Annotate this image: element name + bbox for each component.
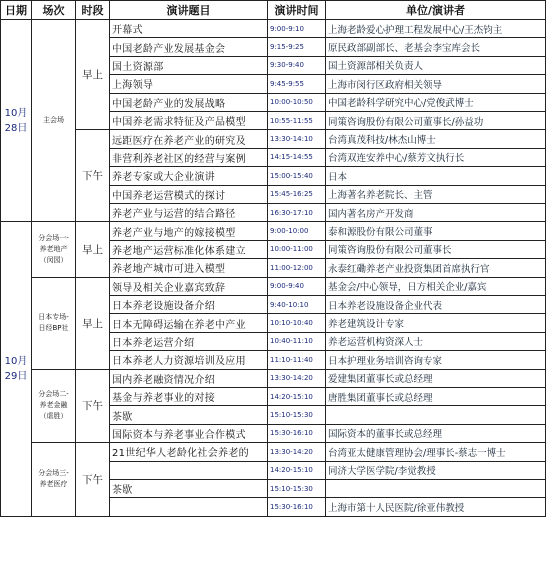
speaker-cell: 国土资源部相关负责人 (326, 57, 546, 75)
speaker-cell: 原民政部副部长、老基会李宝库会长 (326, 38, 546, 56)
topic-cell: 国土资源部 (110, 57, 268, 75)
speaker-cell: 泰和源股份有限公司董事 (326, 222, 546, 240)
speaker-cell: 国内著名房产开发商 (326, 204, 546, 222)
time-cell: 10:40-11:10 (268, 333, 326, 351)
speaker-cell: 爱建集团董事长或总经理 (326, 370, 546, 388)
topic-cell: 养老地产运营标准化体系建立 (110, 241, 268, 259)
period-cell: 下午 (76, 130, 110, 222)
speaker-cell: 台湾亚太健康管理协会/理事长-蔡志一博士 (326, 443, 546, 461)
topic-cell: 开幕式 (110, 20, 268, 38)
period-cell: 下午 (76, 370, 110, 444)
speaker-cell: 日本 (326, 167, 546, 185)
period-cell: 早上 (76, 20, 110, 130)
topic-cell: 日本养老运营介绍 (110, 333, 268, 351)
topic-cell: 养老地产城市可进入模型 (110, 259, 268, 277)
topic-cell: 中国养老运营模式的探讨 (110, 186, 268, 204)
period-cell: 早上 (76, 222, 110, 277)
time-cell: 9:40-10:10 (268, 296, 326, 314)
time-cell: 15:45-16:25 (268, 186, 326, 204)
topic-cell: 基金与养老事业的对接 (110, 388, 268, 406)
topic-cell: 中国老龄产业的发展战略 (110, 94, 268, 112)
topic-cell: 日本养老人力资源培训及应用 (110, 351, 268, 369)
time-cell: 9:30-9:40 (268, 57, 326, 75)
venue-cell: 日本专场-日经BP社 (32, 278, 76, 370)
speaker-cell: 永泰红磡养老产业投资集团首席执行官 (326, 259, 546, 277)
speaker-cell: 中国老龄科学研究中心/党俊武博士 (326, 94, 546, 112)
speaker-cell (326, 406, 546, 424)
topic-cell: 日本养老设施设备介绍 (110, 296, 268, 314)
speaker-cell: 基金会/中心领导，日方相关企业/嘉宾 (326, 278, 546, 296)
time-cell: 10:00-11:00 (268, 241, 326, 259)
header-time: 演讲时间 (268, 0, 326, 20)
speaker-cell: 养老建筑设计专家 (326, 314, 546, 332)
time-cell: 15:30-16:10 (268, 498, 326, 516)
speaker-cell: 上海市第十人民医院/徐亚伟教授 (326, 498, 546, 516)
topic-cell: 中国老龄产业发展基金会 (110, 38, 268, 56)
speaker-cell: 同策咨询股份有限公司董事长 (326, 241, 546, 259)
speaker-cell: 台湾双连安养中心/蔡芳文执行长 (326, 149, 546, 167)
time-cell: 14:20-15:10 (268, 388, 326, 406)
time-cell: 15:30-16:10 (268, 425, 326, 443)
topic-cell: 养老专家或大企业演讲 (110, 167, 268, 185)
venue-cell: 分会场一-养老地产（闵园） (32, 222, 76, 277)
date-cell: 10月28日 (0, 20, 32, 222)
header-topic: 演讲题目 (110, 0, 268, 20)
time-cell: 15:00-15:40 (268, 167, 326, 185)
speaker-cell: 上海市闵行区政府相关领导 (326, 75, 546, 93)
venue-cell: 分会场二-养老金融（虐胜） (32, 370, 76, 444)
time-cell: 14:20-15:10 (268, 462, 326, 480)
time-cell: 9:45-9:55 (268, 75, 326, 93)
topic-cell: 远距医疗在养老产业的研究及 (110, 130, 268, 148)
header-date: 日期 (0, 0, 32, 20)
speaker-cell: 养老运营机构资深人士 (326, 333, 546, 351)
topic-cell: 中国养老需求特征及产品模型 (110, 112, 268, 130)
header-period: 时段 (76, 0, 110, 20)
venue-cell: 主会场 (32, 20, 76, 222)
header-speaker: 单位/演讲者 (326, 0, 546, 20)
speaker-cell: 同济大学医学院/李觉教授 (326, 462, 546, 480)
speaker-cell: 台湾真茂科技/林杰山博士 (326, 130, 546, 148)
time-cell: 16:30-17:10 (268, 204, 326, 222)
topic-cell: 养老产业与地产的嫁接模型 (110, 222, 268, 240)
date-cell: 10月29日 (0, 222, 32, 516)
speaker-cell: 日本护理业务培训咨询专家 (326, 351, 546, 369)
header-venue: 场次 (32, 0, 76, 20)
speaker-cell: 同策咨询股份有限公司董事长/孙益功 (326, 112, 546, 130)
time-cell: 10:55-11:55 (268, 112, 326, 130)
speaker-cell: 上海老龄爱心护理工程发展中心/王杰钧主 (326, 20, 546, 38)
topic-cell: 茶歇 (110, 406, 268, 424)
speaker-cell: 日本养老设施设备企业代表 (326, 296, 546, 314)
topic-cell: 领导及相关企业嘉宾致辞 (110, 278, 268, 296)
time-cell: 9:15-9:25 (268, 38, 326, 56)
topic-cell: 国际资本与养老事业合作模式 (110, 425, 268, 443)
time-cell: 13:30-14:10 (268, 130, 326, 148)
speaker-cell: 唐胜集团董事长或总经理 (326, 388, 546, 406)
time-cell: 13:30-14:20 (268, 443, 326, 461)
period-cell: 下午 (76, 443, 110, 517)
time-cell: 15:10-15:30 (268, 406, 326, 424)
period-cell: 早上 (76, 278, 110, 370)
time-cell: 14:15-14:55 (268, 149, 326, 167)
topic-cell: 21世纪华人老龄化社会养老的 (110, 443, 268, 461)
time-cell: 10:00-10:50 (268, 94, 326, 112)
speaker-cell: 上海著名养老院长、主管 (326, 186, 546, 204)
topic-cell: 养老产业与运营的结合路径 (110, 204, 268, 222)
time-cell: 9:00-10:00 (268, 222, 326, 240)
time-cell: 10:10-10:40 (268, 314, 326, 332)
topic-cell: 日本无障碍运输在养老中产业 (110, 314, 268, 332)
time-cell: 11:00-12:00 (268, 259, 326, 277)
topic-cell: 国内养老融资情况介绍 (110, 370, 268, 388)
time-cell: 15:10-15:30 (268, 480, 326, 498)
topic-cell (110, 462, 268, 480)
time-cell: 13:30-14:20 (268, 370, 326, 388)
venue-cell: 分会场三-养老医疗 (32, 443, 76, 517)
topic-cell (110, 498, 268, 516)
speaker-cell: 国际资本的董事长或总经理 (326, 425, 546, 443)
time-cell: 9:00-9:10 (268, 20, 326, 38)
speaker-cell (326, 480, 546, 498)
time-cell: 11:10-11:40 (268, 351, 326, 369)
topic-cell: 上海领导 (110, 75, 268, 93)
time-cell: 9:00-9:40 (268, 278, 326, 296)
topic-cell: 茶歇 (110, 480, 268, 498)
topic-cell: 非营利养老社区的经营与案例 (110, 149, 268, 167)
